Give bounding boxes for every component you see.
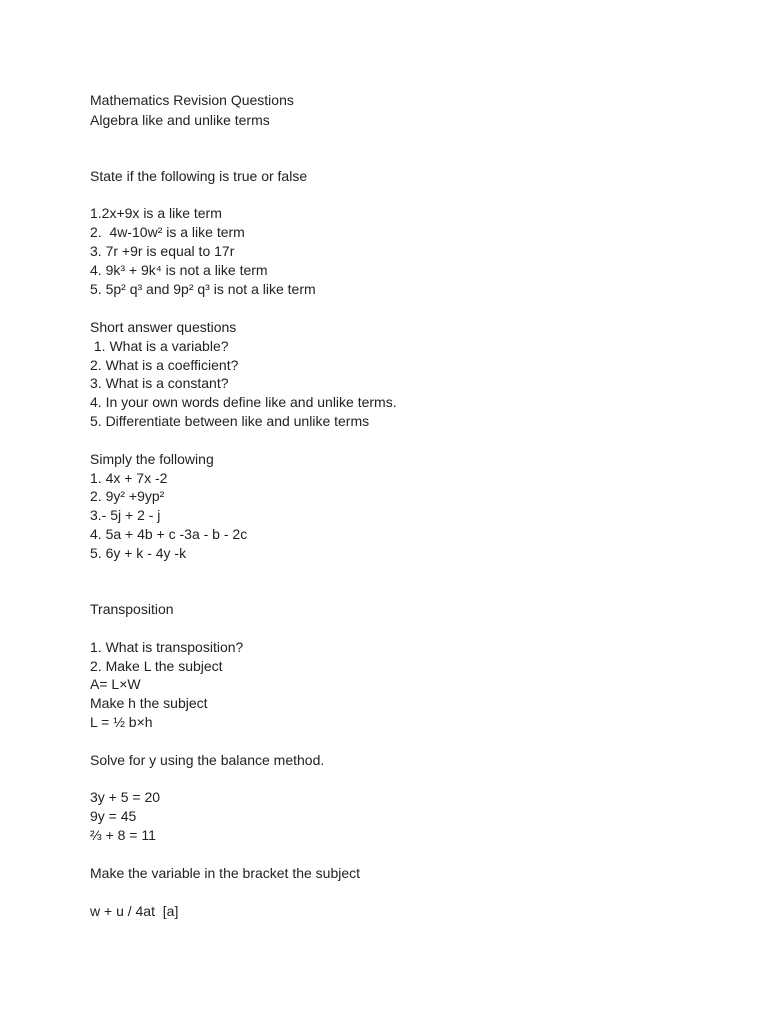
transposition-item: 1. What is transposition? [90, 639, 244, 655]
true-false-item: 1.2x+9x is a like term [90, 205, 222, 221]
short-answer-item: 5. Differentiate between like and unlike terms [90, 413, 370, 429]
transposition-item: Make h the subject [90, 695, 208, 711]
short-answer-heading: Short answer questions [90, 319, 237, 335]
balance-item: ⅔ + 8 = 11 [90, 827, 156, 843]
short-answer-item: 4. In your own words define like and unlike terms. [90, 394, 397, 410]
document-title: Mathematics Revision Questions [90, 92, 294, 108]
true-false-heading: State if the following is true or false [90, 168, 308, 184]
transposition-heading: Transposition [90, 601, 174, 617]
simplify-item: 3.- 5j + 2 - j [90, 507, 161, 523]
short-answer-item: 3. What is a constant? [90, 375, 229, 391]
simplify-item: 2. 9y² +9yp² [90, 488, 165, 504]
balance-item: 9y = 45 [90, 808, 137, 824]
simplify-item: 4. 5a + 4b + c -3a - b - 2c [90, 526, 248, 542]
bracket-item: w + u / 4at [a] [90, 903, 179, 919]
simplify-heading: Simply the following [90, 451, 214, 467]
true-false-item: 5. 5p² q³ and 9p² q³ is not a like term [90, 281, 316, 297]
true-false-item: 2. 4w-10w² is a like term [90, 224, 245, 240]
short-answer-item: 1. What is a variable? [90, 338, 229, 354]
true-false-item: 4. 9k³ + 9k⁴ is not a like term [90, 262, 268, 278]
transposition-item: L = ½ b×h [90, 714, 153, 730]
balance-heading: Solve for y using the balance method. [90, 752, 325, 768]
document-subtitle: Algebra like and unlike terms [90, 112, 270, 128]
transposition-item: 2. Make L the subject [90, 658, 223, 674]
true-false-item: 3. 7r +9r is equal to 17r [90, 243, 235, 259]
simplify-item: 5. 6y + k - 4y -k [90, 545, 187, 561]
short-answer-item: 2. What is a coefficient? [90, 357, 239, 373]
simplify-item: 1. 4x + 7x -2 [90, 470, 168, 486]
balance-item: 3y + 5 = 20 [90, 789, 161, 805]
transposition-item: A= L×W [90, 676, 141, 692]
bracket-heading: Make the variable in the bracket the subject [90, 865, 361, 881]
